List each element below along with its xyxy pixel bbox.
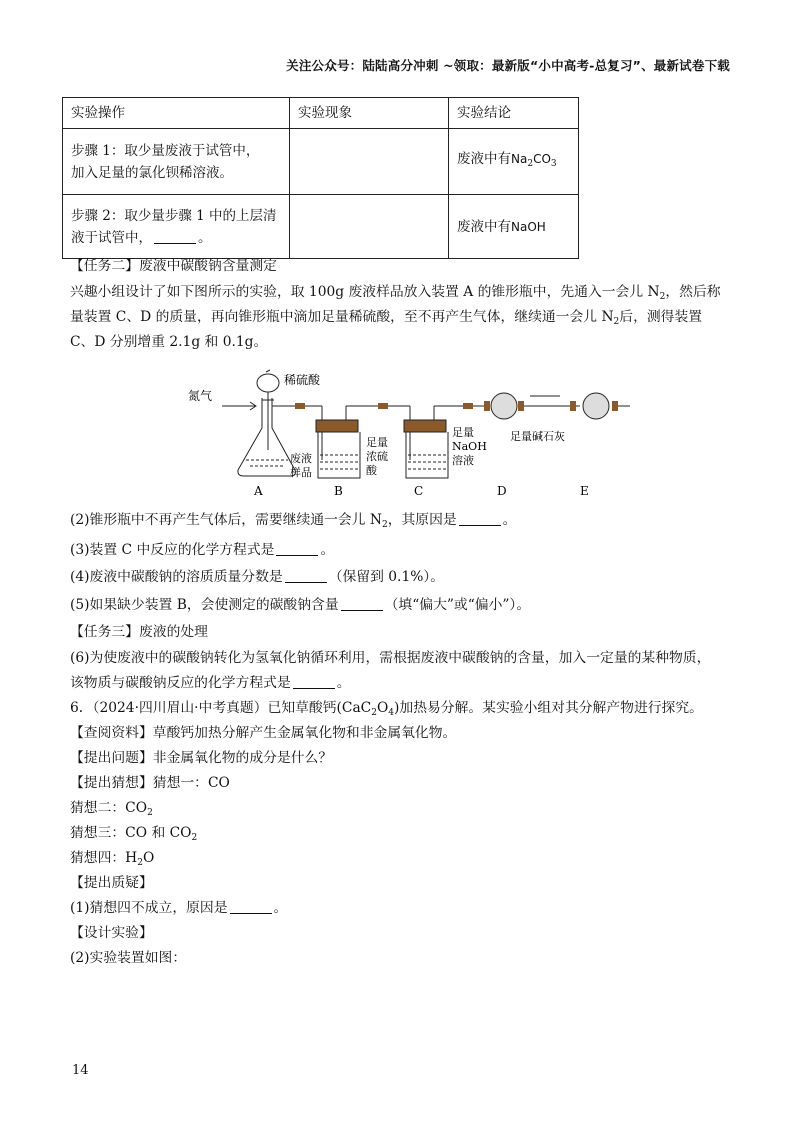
label-waste1: 废液 <box>290 452 312 465</box>
label-nitrogen: 氮气 <box>188 389 213 403</box>
answer-blank[interactable] <box>285 568 327 583</box>
task2-paragraph: 兴趣小组设计了如下图所示的实验，取 100g 废液样品放入装置 A 的锥形瓶中，先通入一会儿 $N_2$，然后称 <box>70 284 721 302</box>
drying-tube-e <box>583 393 609 419</box>
formula-text: CO <box>533 152 551 166</box>
problem6-guess3: 猜想三：CO 和 $CO_2$ <box>70 825 198 843</box>
question-3: (3)装置 C 中反应的化学方程式是 。 <box>70 542 335 558</box>
problem6-guess1: 【提出猜想】猜想一：CO <box>70 775 230 791</box>
conclusion-text: 废液中有 <box>457 218 511 235</box>
label-acid: 稀硫酸 <box>284 373 321 387</box>
problem6-guess4: 猜想四：$H_2O$ <box>70 850 155 868</box>
answer-blank[interactable] <box>276 541 318 556</box>
answer-blank[interactable] <box>459 511 501 526</box>
label-b1: 足量 <box>366 436 388 449</box>
stopper-c <box>404 420 446 432</box>
table-header-cell: 实验结论 <box>449 98 579 129</box>
problem6-guess2: 猜想二：$CO_2$ <box>70 800 153 818</box>
subscript: 3 <box>550 159 557 169</box>
question-6: (6)为使废液中的碳酸钠转化为氢氧化钠循环利用，需根据废液中碳酸钠的含量，加入一定量的某种物质， <box>70 650 711 666</box>
task3-title: 【任务三】废液的处理 <box>70 624 208 640</box>
formula-text: NaOH <box>511 219 546 234</box>
operation-line: 步骤 1：取少量废液于试管中， <box>71 142 260 159</box>
table-header-cell: 实验现象 <box>290 98 449 129</box>
label-a: A <box>254 484 263 498</box>
label-e: E <box>580 484 589 498</box>
question-2: (2)锥形瓶中不再产生气体后，需要继续通一会儿 $N_2$，其原因是 。 <box>70 512 517 530</box>
conclusion-text: 废液中有 <box>457 151 511 167</box>
label-d: D <box>497 484 507 498</box>
problem6-doubt: 【提出质疑】 <box>70 875 153 891</box>
question-4: (4)废液中碳酸钠的溶质质量分数是 （保留到 0.1%）。 <box>70 569 445 585</box>
problem6-design: 【设计实验】 <box>70 925 153 941</box>
label-waste2: 样品 <box>290 466 312 479</box>
label-b3: 酸 <box>366 464 377 477</box>
bottle-c <box>406 432 448 478</box>
operation-line: 步骤 2：取少量步骤 1 中的上层清 <box>71 207 277 224</box>
table-header-cell: 实验操作 <box>63 98 290 129</box>
problem6-q2: (2)实验装置如图： <box>70 950 187 966</box>
label-b: B <box>334 484 343 498</box>
drying-tube-d <box>491 393 517 419</box>
question-5: (5)如果缺少装置 B，会使测定的碳酸钠含量 （填“偏大”或“偏小”）。 <box>70 597 531 613</box>
task2-paragraph: 量装置 C、D 的质量，再向锥形瓶中滴加足量稀硫酸，至不再产生气体，继续通一会儿 $N_2$后，测得装置 <box>70 309 703 327</box>
label-c3: 溶液 <box>452 454 474 467</box>
question-6-cont: 该物质与碳酸钠反应的化学方程式是 。 <box>70 675 351 691</box>
label-lime: 足量碱石灰 <box>510 430 565 443</box>
label-c2: NaOH <box>452 440 487 453</box>
flask-a <box>238 398 296 476</box>
answer-blank[interactable] <box>341 596 383 611</box>
label-c: C <box>414 484 424 498</box>
label-b2: 浓硫 <box>366 450 388 463</box>
problem6-ref: 【查阅资料】草酸钙加热分解产生金属氧化物和非金属氧化物。 <box>70 725 457 741</box>
answer-blank[interactable] <box>230 899 272 914</box>
stopper-b <box>316 420 358 432</box>
task2-title: 【任务二】废液中碳酸钠含量测定 <box>70 258 277 274</box>
operation-line: 加入足量的氯化钡稀溶液。 <box>71 164 233 181</box>
answer-blank[interactable] <box>293 674 335 689</box>
task2-paragraph: C、D 分别增重 2.1g 和 0.1g。 <box>70 334 268 350</box>
operation-line: 液于试管中， 。 <box>71 229 212 246</box>
bottle-b <box>318 432 360 478</box>
problem6-q1: (1)猜想四不成立，原因是 。 <box>70 900 288 916</box>
page-number: 14 <box>72 1063 89 1078</box>
subscript: 2 <box>527 159 534 169</box>
label-c1: 足量 <box>452 426 474 439</box>
formula-text: Na <box>511 152 528 166</box>
page-header: 关注公众号：陆陆高分冲刺 ~领取：最新版“小中高考-总复习”、最新试卷下载 <box>286 58 730 73</box>
problem6-intro: 6．（2024·四川眉山·中考真题）已知草酸钙$(CaC_2O_4)$加热易分解。某实验小组对其分解产物进行探究。 <box>70 700 703 718</box>
problem6-question: 【提出问题】非金属氧化物的成分是什么？ <box>70 750 333 766</box>
